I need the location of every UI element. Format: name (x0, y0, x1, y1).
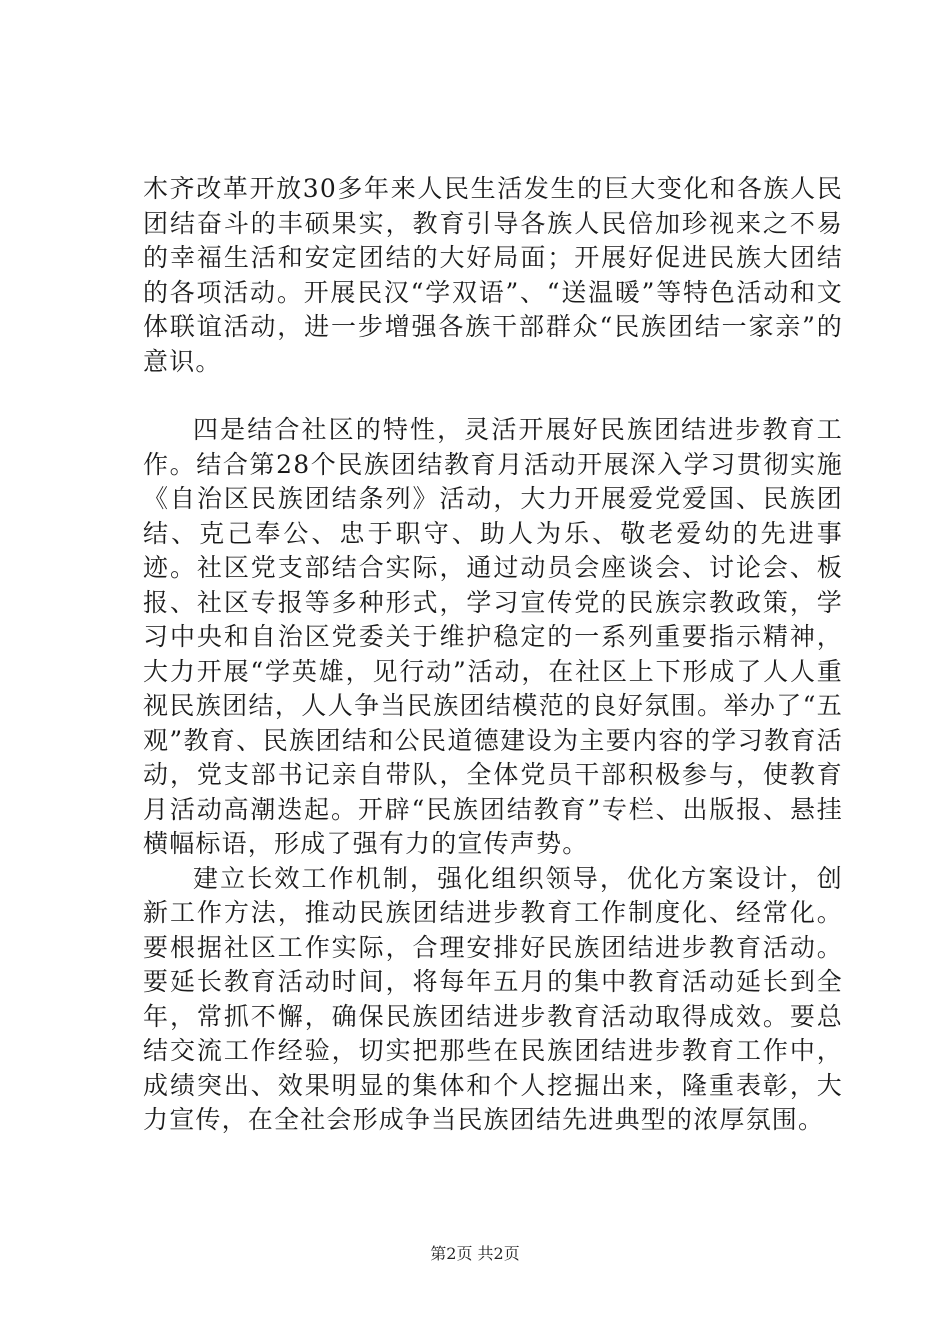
document-body (143, 172, 843, 1138)
page-number-footer: 第2页 共2页 (430, 1244, 520, 1263)
paragraph-continuation: 木齐改革开放30多年来人民生活发生的巨大变化和各族人民团结奋斗的丰硕果实，教育引导各族人民倍加珍视来之不易的幸福生活和安定团结的大好局面；开展好促进民族大团结的各项活动。开展民汉“学双语”、“送温暖”等特色活动和文体联谊活动，进一步增强各族干部群众“民族团结一家亲”的意识。 (143, 174, 843, 376)
paragraph-gap (143, 379, 843, 413)
paragraph-community-education: 四是结合社区的特性，灵活开展好民族团结进步教育工作。结合第28个民族团结教育月活动开展深入学习贯彻实施《自治区民族团结条列》活动，大力开展爱党爱国、民族团结、克己奉公、忠于职守、助人为乐、敬老爱幼的先进事迹。社区党支部结合实际，通过动员会座谈会、讨论会、板报、社区专报等多种形式，学习宣传党的民族宗教政策，学习中央和自治区党委关于维护稳定的一系列重要指示精神，大力开展“学英雄，见行动”活动，在社区上下形成了人人重视民族团结，人人争当民族团结模范的良好氛围。举办了“五观”教育、民族团结和公民道德建设为主要内容的学习教育活动，党支部书记亲自带队，全体党员干部积极参与，使教育月活动高潮迭起。开辟“民族团结教育”专栏、出版报、悬挂横幅标语，形成了强有力的宣传声势。 (143, 415, 843, 858)
paragraph-long-term-mechanism: 建立长效工作机制，强化组织领导，优化方案设计，创新工作方法，推动民族团结进步教育工作制度化、经常化。要根据社区工作实际，合理安排好民族团结进步教育活动。要延长教育活动时间，将每年五月的集中教育活动延长到全年，常抓不懈，确保民族团结进步教育活动取得成效。要总结交流工作经验，切实把那些在民族团结进步教育工作中，成绩突出、效果明显的集体和个人挖掘出来，隆重表彰，大力宣传，在全社会形成争当民族团结先进典型的浓厚氛围。 (143, 863, 843, 1134)
